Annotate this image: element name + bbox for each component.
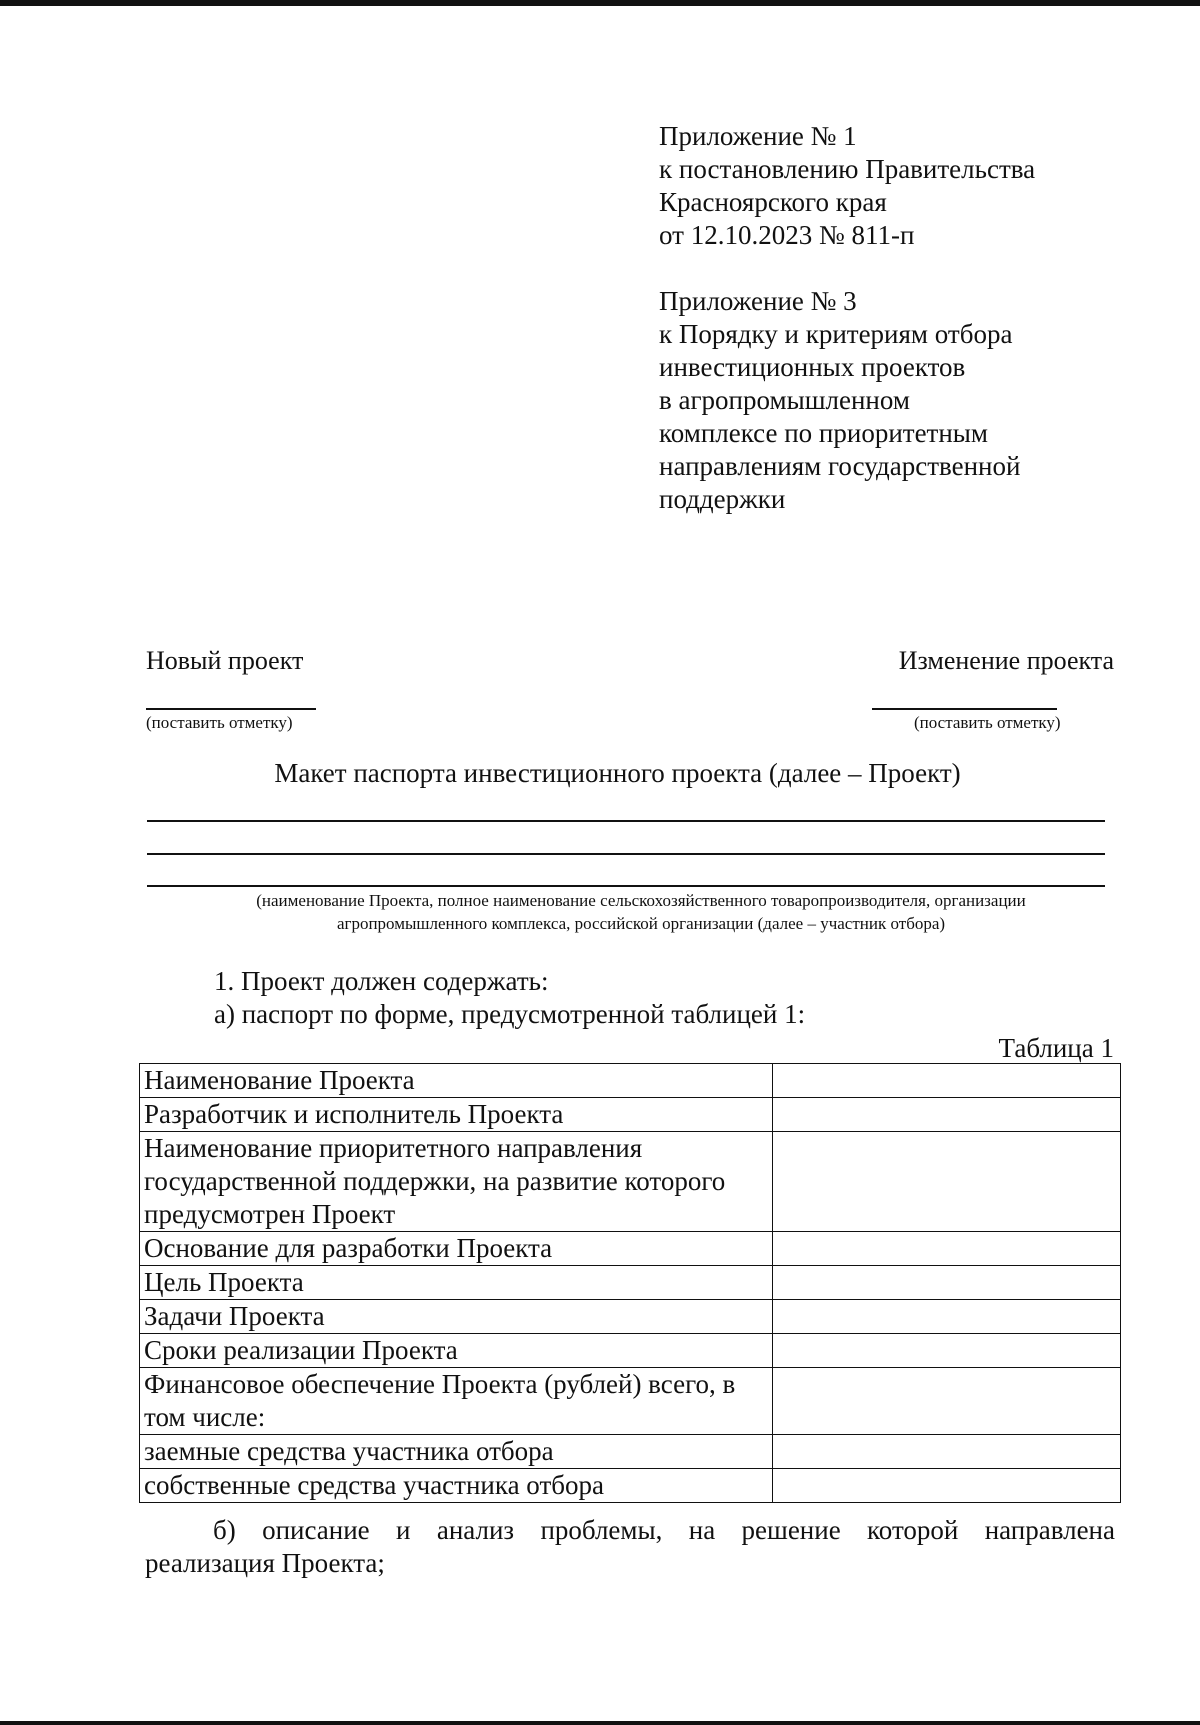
appendix-3-line: Приложение № 3 (659, 286, 857, 316)
appendix-1-line: к постановлению Правительства (659, 154, 1036, 184)
project-name-hint-line: агропромышленного комплекса, российской организации (далее – участник отбора) (336, 914, 946, 933)
table-row (140, 1266, 1121, 1300)
table-value-cell[interactable] (773, 1064, 1121, 1098)
table-field-label: Основание для разработки Проекта (140, 1232, 773, 1266)
table-caption: Таблица 1 (998, 1033, 1114, 1063)
table-row (140, 1334, 1121, 1368)
change-project-mark-hint: (поставить отметку) (914, 713, 1061, 732)
table-value-cell[interactable] (773, 1334, 1121, 1368)
table-value-cell[interactable] (773, 1469, 1121, 1503)
item-b-first-line: б) описание и анализ проблемы, на решение которой направлена (213, 1515, 1115, 1545)
table-value-cell[interactable] (773, 1300, 1121, 1334)
table-value-cell[interactable] (773, 1266, 1121, 1300)
table-field-label: заемные средства участника отбора (140, 1435, 773, 1469)
document-title: Макет паспорта инвестиционного проекта (далее – Проект) (274, 758, 961, 788)
item-1-text: 1. Проект должен содержать: (214, 966, 549, 996)
appendix-1-line: Красноярского края (659, 187, 887, 217)
table-field-label: Задачи Проекта (140, 1300, 773, 1334)
appendix-3-header (659, 285, 1119, 516)
passport-table (139, 1063, 1121, 1503)
table-row (140, 1132, 1121, 1232)
change-project-label: Изменение проекта (898, 646, 1114, 675)
new-project-label: Новый проект (146, 646, 304, 675)
appendix-1-header (659, 120, 1119, 252)
change-project-mark-field[interactable] (872, 708, 1057, 710)
table-field-label: Наименование приоритетного направления государственной поддержки, на развитие которого предусмотрен Проект (140, 1132, 773, 1232)
appendix-3-line: в агропромышленном (659, 385, 910, 415)
table-value-cell[interactable] (773, 1368, 1121, 1435)
appendix-3-line: направлениям государственной (659, 451, 1021, 481)
table-row (140, 1098, 1121, 1132)
table-value-cell[interactable] (773, 1435, 1121, 1469)
scan-top-border (0, 0, 1200, 6)
project-name-line[interactable] (147, 820, 1105, 822)
table-field-label: Наименование Проекта (140, 1064, 773, 1098)
appendix-3-line: к Порядку и критериям отбора (659, 319, 1013, 349)
new-project-mark-hint: (поставить отметку) (146, 713, 293, 732)
appendix-3-line: поддержки (659, 484, 786, 514)
item-b-second-line: реализация Проекта; (145, 1548, 385, 1578)
appendix-3-line: комплексе по приоритетным (659, 418, 989, 448)
scan-bottom-border (0, 1721, 1200, 1725)
project-name-hint-line: (наименование Проекта, полное наименование сельскохозяйственного товаропроизводителя, организации (256, 891, 1026, 910)
table-row (140, 1368, 1121, 1435)
table-row (140, 1064, 1121, 1098)
item-a-text: а) паспорт по форме, предусмотренной таблицей 1: (214, 999, 806, 1029)
table-value-cell[interactable] (773, 1132, 1121, 1232)
appendix-1-line: от 12.10.2023 № 811-п (659, 220, 915, 250)
table-field-label: Разработчик и исполнитель Проекта (140, 1098, 773, 1132)
table-value-cell[interactable] (773, 1098, 1121, 1132)
appendix-3-line: инвестиционных проектов (659, 352, 966, 382)
table-row (140, 1232, 1121, 1266)
table-row (140, 1469, 1121, 1503)
table-row (140, 1435, 1121, 1469)
table-field-label: Цель Проекта (140, 1266, 773, 1300)
project-name-line[interactable] (147, 853, 1105, 855)
table-field-label: Сроки реализации Проекта (140, 1334, 773, 1368)
appendix-1-line: Приложение № 1 (659, 121, 857, 151)
table-value-cell[interactable] (773, 1232, 1121, 1266)
item-b-paragraph (145, 1514, 1115, 1580)
project-name-hint (147, 889, 1105, 935)
new-project-mark-field[interactable] (146, 708, 316, 710)
project-name-line[interactable] (147, 885, 1105, 887)
table-field-label: собственные средства участника отбора (140, 1469, 773, 1503)
table-field-label: Финансовое обеспечение Проекта (рублей) всего, в том числе: (140, 1368, 773, 1435)
table-row (140, 1300, 1121, 1334)
